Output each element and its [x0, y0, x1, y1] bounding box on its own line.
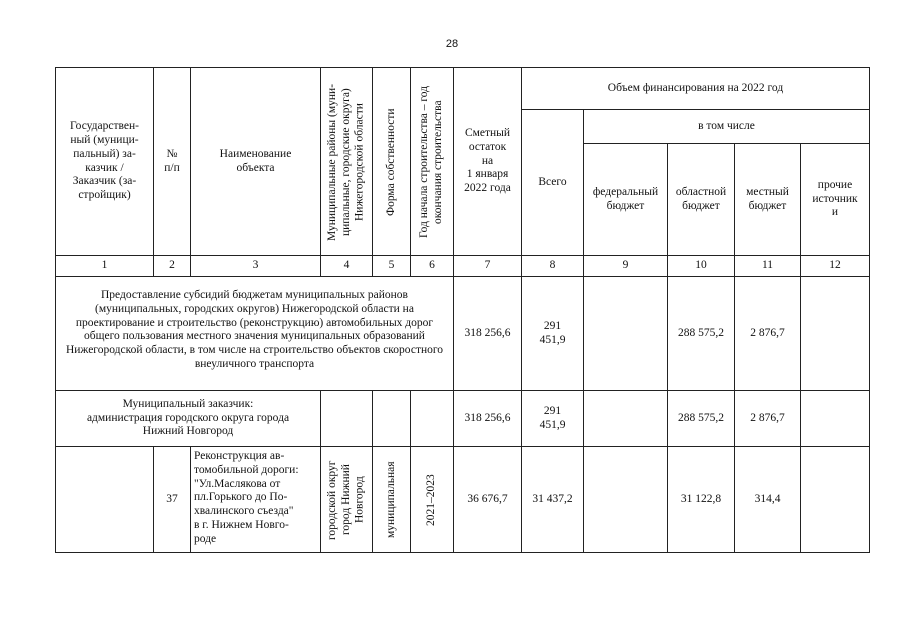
header-other-sources: прочие источник и: [801, 144, 870, 256]
section-regional: 288 575,2: [668, 277, 735, 391]
header-financing-2022: Объем финансирования на 2022 год: [522, 68, 870, 110]
header-municipal-districts: Муниципальные районы (муни-ципальные, городские округа) Нижегородской области: [325, 82, 366, 241]
column-number: 12: [801, 256, 870, 277]
header-including: в том числе: [584, 110, 870, 144]
column-number: 7: [454, 256, 522, 277]
page-number: 28: [445, 38, 459, 50]
object-name: Реконструкция ав- томобильной дороги: "Ул.Маслякова от пл.Горького до По- хвалинского съезда" в г. Нижнем Новго- роде: [191, 447, 321, 553]
header-number: № п/п: [154, 68, 191, 256]
column-number: 11: [735, 256, 801, 277]
customer-other: [801, 391, 870, 447]
object-ownership: муниципальная: [384, 461, 397, 538]
section-federal: [584, 277, 668, 391]
header-ownership-form: Форма собственности: [384, 107, 397, 216]
section-other: [801, 277, 870, 391]
object-years: 2021–2023: [425, 473, 438, 526]
object-municipality: городской округ город Нижний Новгород: [325, 459, 366, 540]
column-number: 9: [584, 256, 668, 277]
section-local: 2 876,7: [735, 277, 801, 391]
object-federal: [584, 447, 668, 553]
header-construction-years: Год начала строительства – год окончания строительства: [418, 85, 444, 238]
object-total: 31 437,2: [522, 447, 584, 553]
column-number: 1: [56, 256, 154, 277]
header-local-budget: местный бюджет: [735, 144, 801, 256]
object-row: [56, 447, 870, 553]
financing-table: [55, 67, 870, 553]
header-object-name: Наименование объекта: [191, 68, 321, 256]
object-regional: 31 122,8: [668, 447, 735, 553]
object-local: 314,4: [735, 447, 801, 553]
section-balance: 318 256,6: [454, 277, 522, 391]
section-row: [56, 277, 870, 391]
customer-federal: [584, 391, 668, 447]
object-balance: 36 676,7: [454, 447, 522, 553]
object-other: [801, 447, 870, 553]
customer-row: [56, 391, 870, 447]
column-numbers-row: [56, 256, 870, 277]
header-regional-budget: областной бюджет: [668, 144, 735, 256]
section-total: 291 451,9: [522, 277, 584, 391]
customer-total: 291 451,9: [522, 391, 584, 447]
header-customer: Государствен- ный (муници- пальный) за- казчик / Заказчик (за- стройщик): [56, 68, 154, 256]
column-number: 2: [154, 256, 191, 277]
header-federal-budget: федеральный бюджет: [584, 144, 668, 256]
column-number: 8: [522, 256, 584, 277]
column-number: 10: [668, 256, 735, 277]
header-estimated-balance: Сметный остаток на 1 января 2022 года: [454, 68, 522, 256]
column-number: 4: [321, 256, 373, 277]
column-number: 6: [411, 256, 454, 277]
customer-regional: 288 575,2: [668, 391, 735, 447]
section-title: Предоставление субсидий бюджетам муниципальных районов (муниципальных, городских округов) Нижегородской области на проектирование и строительство (реконструкцию) автомобильных дорог общего пользования местного значения муниципальных образований Нижегородской области, в том числе на строительство объектов скоростного внеуличного транспорта: [56, 277, 454, 391]
customer-balance: 318 256,6: [454, 391, 522, 447]
customer-local: 2 876,7: [735, 391, 801, 447]
header-total: Всего: [522, 110, 584, 256]
column-number: 5: [373, 256, 411, 277]
column-number: 3: [191, 256, 321, 277]
object-number: 37: [154, 447, 191, 553]
customer-title: Муниципальный заказчик: администрация городского округа города Нижний Новгород: [56, 391, 321, 447]
